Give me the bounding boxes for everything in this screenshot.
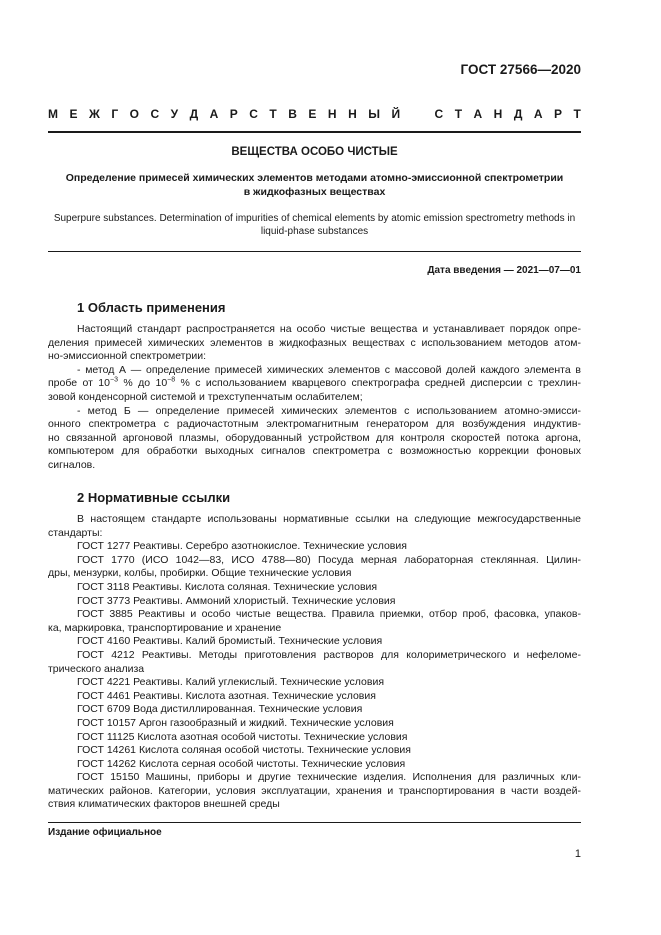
heading-letter: Й xyxy=(391,107,401,121)
reference-line: ГОСТ 4212 Реактивы. Методы приготовления растворов для колориметрического и нефеломе- xyxy=(77,648,581,661)
heading-letter: Т xyxy=(573,107,581,121)
reference-line: ка, маркировка, транспортирование и хранение xyxy=(48,621,282,634)
document-subtitle-ru xyxy=(48,171,581,199)
subtitle-en-line: liquid-phase substances xyxy=(260,226,369,237)
reference-line: ГОСТ 3118 Реактивы. Кислота соляная. Технические условия xyxy=(77,580,378,593)
text-line: стандарты: xyxy=(48,526,103,539)
subtitle-ru-line: в жидкофазных веществах xyxy=(243,186,386,198)
text-line: но-эмиссионной спектрометрии: xyxy=(48,350,206,363)
reference-line: ГОСТ 6709 Вода дистиллированная. Технические условия xyxy=(77,703,363,716)
heading-letter: Т xyxy=(454,107,463,121)
heading-letter: Е xyxy=(308,107,317,121)
heading-letter: С xyxy=(249,107,258,121)
reference-line: трического анализа xyxy=(48,662,145,675)
section-2-title: 2 Нормативные ссылки xyxy=(77,490,231,505)
footer-divider xyxy=(48,822,581,823)
exponent: −8 xyxy=(167,376,176,384)
reference-line: ГОСТ 4221 Реактивы. Калий углекислый. Технические условия xyxy=(77,676,385,689)
heading-letter: В xyxy=(288,107,297,121)
reference-line: ГОСТ 3885 Реактивы и особо чистые вещества. Правила приемки, отбор проб, фасовка, упаков- xyxy=(77,608,581,621)
heading-letter: Н xyxy=(348,107,357,121)
section-2-body xyxy=(48,513,581,812)
heading-letter: Г xyxy=(111,107,119,121)
heading-letter: М xyxy=(48,107,58,121)
subtitle-en-line: Superpure substances. Determination of impurities of chemical elements by atomic emission spectrometry methods in xyxy=(53,213,576,224)
heading-letter: А xyxy=(209,107,219,121)
heading-letter: Т xyxy=(269,107,277,121)
reference-line: дры, мензурки, колбы, пробирки. Общие технические условия xyxy=(48,567,352,580)
text-line: компьютером для обработки выходных сигналов спектрометра с возможностью коррекции фоновых xyxy=(48,445,581,458)
text-fragment: % с использованием кварцевого спектрографа средней дисперсии с трехлин- xyxy=(175,377,581,390)
text-line: - метод Б — определение примесей химических элементов с использованием атомно-эмисси- xyxy=(77,404,581,417)
heading-letter: Е xyxy=(69,107,78,121)
text-line: деления примесей химических элементов в жидкофазных веществах с использованием методов атом- xyxy=(48,336,581,349)
text-line: - метод А — определение примесей химических элементов с массовой долей каждого элемента в xyxy=(77,363,581,376)
interstate-standard-heading xyxy=(48,107,581,121)
document-subtitle-en xyxy=(48,212,581,238)
text-line: сигналов. xyxy=(48,458,96,471)
reference-line: ГОСТ 14261 Кислота соляная особой чистоты. Технические условия xyxy=(77,744,411,757)
heading-letter: Д xyxy=(513,107,523,121)
section-1-title: 1 Область применения xyxy=(77,300,226,315)
reference-line: ГОСТ 3773 Реактивы. Аммоний хлористый. Технические условия xyxy=(77,594,396,607)
text-line: но связанной аргоновой плазмы, оборудованный устройством для контроля скоростей потока аргона, xyxy=(48,431,581,444)
text-line: Настоящий стандарт распространяется на особо чистые вещества и устанавливает порядок опре- xyxy=(77,323,581,335)
reference-line: ГОСТ 1277 Реактивы. Серебро азотнокислое. Технические условия xyxy=(77,540,407,553)
text-line-with-superscripts xyxy=(48,377,581,391)
document-title: ВЕЩЕСТВА ОСОБО ЧИСТЫЕ xyxy=(231,146,398,158)
introduction-date: Дата введения — 2021—07—01 xyxy=(427,265,581,276)
subtitle-ru-line: Определение примесей химических элементов методами атомно-эмиссионной спектрометрии xyxy=(65,172,564,184)
heading-letter: Р xyxy=(229,107,238,121)
page-number: 1 xyxy=(574,848,581,860)
text-line: онного спектрометра с радиочастотным электромагнитным генератором для возбуждения индуктив- xyxy=(48,418,581,431)
text-line: В настоящем стандарте использованы нормативные ссылки на следующие межгосударственные xyxy=(77,513,581,525)
exponent: −3 xyxy=(110,376,118,384)
reference-line: ГОСТ 14262 Кислота серная особой чистоты. Технические условия xyxy=(77,757,406,770)
heading-letter: Н xyxy=(493,107,503,121)
official-edition-label: Издание официальное xyxy=(48,827,162,838)
header-divider xyxy=(48,131,581,133)
heading-letter: А xyxy=(473,107,483,121)
reference-line: ГОСТ 11125 Кислота азотная особой чистоты. Технические условия xyxy=(77,730,408,743)
heading-letter: У xyxy=(170,107,179,121)
heading-letter: С xyxy=(434,107,444,121)
reference-line: ГОСТ 1770 (ИСО 1042—83, ИСО 4788—80) Посуда мерная лабораторная стеклянная. Цилин- xyxy=(77,553,581,566)
heading-letter: Д xyxy=(189,107,199,121)
text-fragment: пробе от 10 xyxy=(48,377,110,390)
reference-line: ГОСТ 15150 Машины, приборы и другие технические изделия. Исполнения для различных кли- xyxy=(77,771,581,784)
heading-letter: С xyxy=(150,107,160,121)
heading-letter: О xyxy=(129,107,139,121)
reference-line: ствия климатических факторов внешней среды xyxy=(48,798,280,811)
reference-line: ГОСТ 4461 Реактивы. Кислота азотная. Технические условия xyxy=(77,689,376,702)
heading-letter: Р xyxy=(554,107,563,121)
heading-letter: А xyxy=(533,107,543,121)
reference-line: ГОСТ 4160 Реактивы. Калий бромистый. Технические условия xyxy=(77,635,383,648)
heading-letter: Ж xyxy=(88,107,100,121)
heading-letter: Ы xyxy=(368,107,380,121)
standard-code: ГОСТ 27566—2020 xyxy=(460,62,581,77)
text-fragment: % до 10 xyxy=(117,377,168,390)
title-divider xyxy=(48,251,581,252)
text-line: зовой конденсорной системой и трехступенчатым ослабителем; xyxy=(48,390,363,403)
reference-line: матических районов. Категории, условия эксплуатации, хранения и транспортирования в части воздей- xyxy=(48,784,581,797)
reference-line: ГОСТ 10157 Аргон газообразный и жидкий. Технические условия xyxy=(77,716,394,729)
heading-letter: Н xyxy=(327,107,337,121)
section-1-body xyxy=(48,323,581,473)
